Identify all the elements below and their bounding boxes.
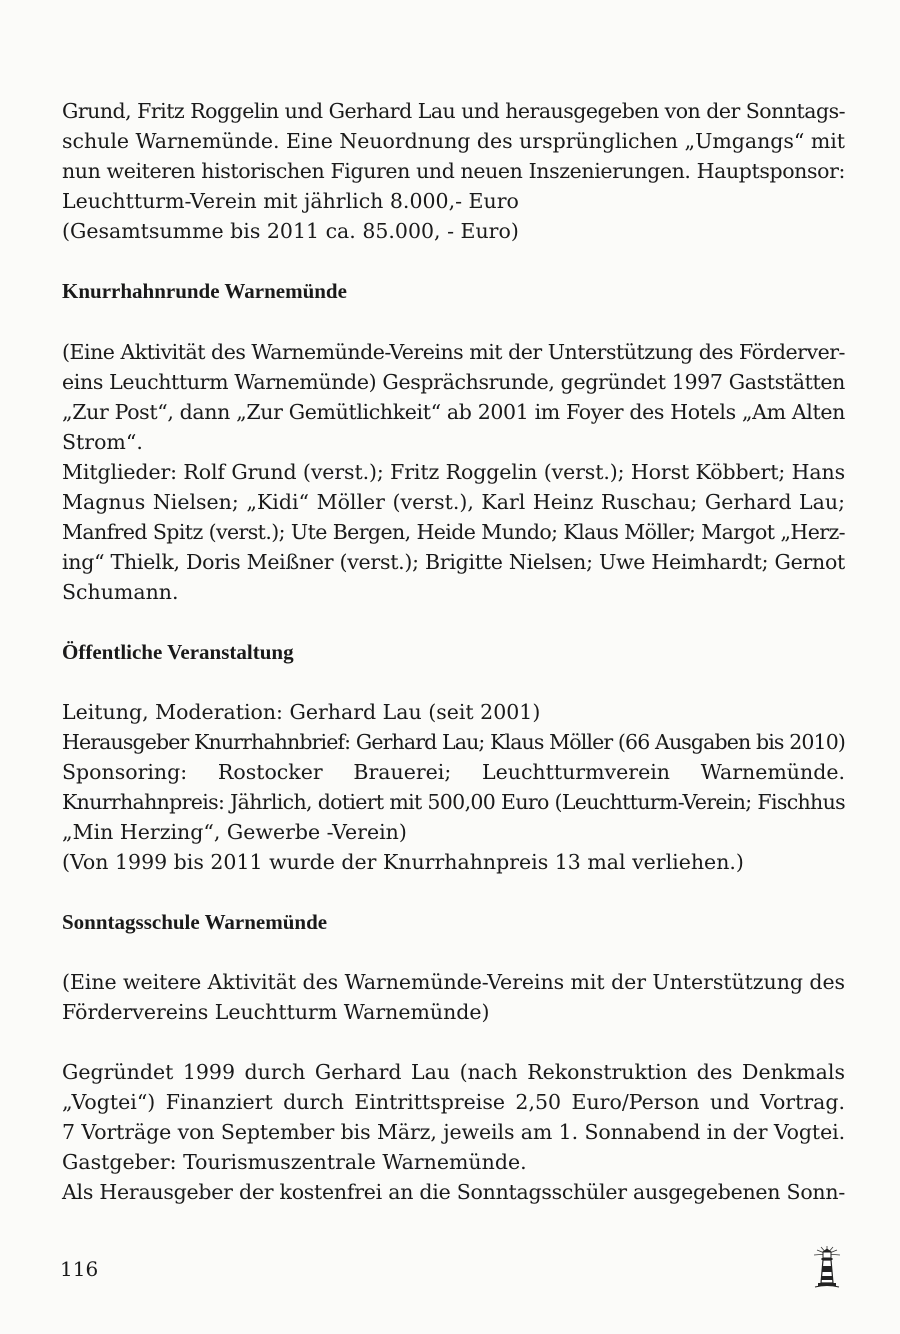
sonntagsschule-body (62, 1057, 845, 1207)
text-line: Gastgeber: Tourismuszentrale Warnemünde. (62, 1150, 527, 1174)
lighthouse-emblem-icon (812, 1245, 842, 1289)
text-line: schule Warnemünde. Eine Neuordnung des ursprünglichen „Umgangs“ mit (62, 129, 845, 153)
intro-paragraph (62, 96, 845, 246)
text-line: Knurrhahnpreis: Jährlich, dotiert mit 500,00 Euro (Leuchtturm-Verein; Fischhus (62, 790, 845, 814)
text-line: Magnus Nielsen; „Kidi“ Möller (verst.), Karl Heinz Ruschau; Gerhard Lau; (62, 490, 845, 514)
text-line: (Von 1999 bis 2011 wurde der Knurrhahnpreis 13 mal verliehen.) (62, 850, 744, 874)
sonntagsschule-intro (62, 967, 845, 1027)
page-number: 116 (60, 1257, 99, 1281)
text-line: (Gesamtsumme bis 2011 ca. 85.000, - Euro) (62, 219, 519, 243)
text-line: (Eine weitere Aktivität des Warnemünde-Vereins mit der Unterstützung des (62, 970, 845, 994)
text-line: nun weiteren historischen Figuren und neuen Inszenierungen. Hauptsponsor: (62, 159, 845, 183)
text-line: „Min Herzing“, Gewerbe -Verein) (62, 820, 407, 844)
text-line: eins Leuchtturm Warnemünde) Gesprächsrunde, gegründet 1997 Gaststätten (62, 370, 845, 394)
page-content (62, 96, 845, 1207)
text-line: Strom“. (62, 430, 143, 454)
knurrhahnrunde-description (62, 337, 845, 457)
text-line: „Vogtei“) Finanziert durch Eintrittspreise 2,50 Euro/Person und Vortrag. (62, 1090, 845, 1114)
text-line: (Eine Aktivität des Warnemünde-Vereins mit der Unterstützung des Förderver- (62, 340, 845, 364)
section-heading-oeffentliche-veranstaltung: Öffentliche Veranstaltung (62, 640, 294, 664)
text-line: Leuchtturm-Verein mit jährlich 8.000,- Euro (62, 189, 519, 213)
text-line: Fördervereins Leuchtturm Warnemünde) (62, 1000, 490, 1024)
oeffentliche-veranstaltung-details (62, 697, 845, 877)
text-line: Mitglieder: Rolf Grund (verst.); Fritz Roggelin (verst.); Horst Köbbert; Hans (62, 460, 845, 484)
text-line: Grund, Fritz Roggelin und Gerhard Lau und herausgegeben von der Sonntags- (62, 99, 845, 123)
text-line: Leitung, Moderation: Gerhard Lau (seit 2001) (62, 700, 541, 724)
text-line: Als Herausgeber der kostenfrei an die Sonntagsschüler ausgegebenen Sonn- (62, 1180, 845, 1204)
text-line: Schumann. (62, 580, 179, 604)
text-line: 7 Vorträge von September bis März, jeweils am 1. Sonnabend in der Vogtei. (62, 1120, 846, 1144)
section-heading-sonntagsschule: Sonntagsschule Warnemünde (62, 910, 328, 934)
knurrhahnrunde-members (62, 457, 845, 607)
text-line: Herausgeber Knurrhahnbrief: Gerhard Lau; Klaus Möller (66 Ausgaben bis 2010) (62, 730, 845, 754)
section-heading-knurrhahnrunde: Knurrhahnrunde Warnemünde (62, 279, 347, 303)
text-line: Sponsoring: Rostocker Brauerei; Leuchtturmverein Warnemünde. (62, 760, 845, 784)
text-line: Gegründet 1999 durch Gerhard Lau (nach Rekonstruktion des Denkmals (62, 1060, 845, 1084)
text-line: ing“ Thielk, Doris Meißner (verst.); Brigitte Nielsen; Uwe Heimhardt; Gernot (62, 550, 845, 574)
text-line: „Zur Post“, dann „Zur Gemütlichkeit“ ab 2001 im Foyer des Hotels „Am Alten (62, 400, 845, 424)
text-line: Manfred Spitz (verst.); Ute Bergen, Heide Mundo; Klaus Möller; Margot „Herz- (62, 520, 845, 544)
